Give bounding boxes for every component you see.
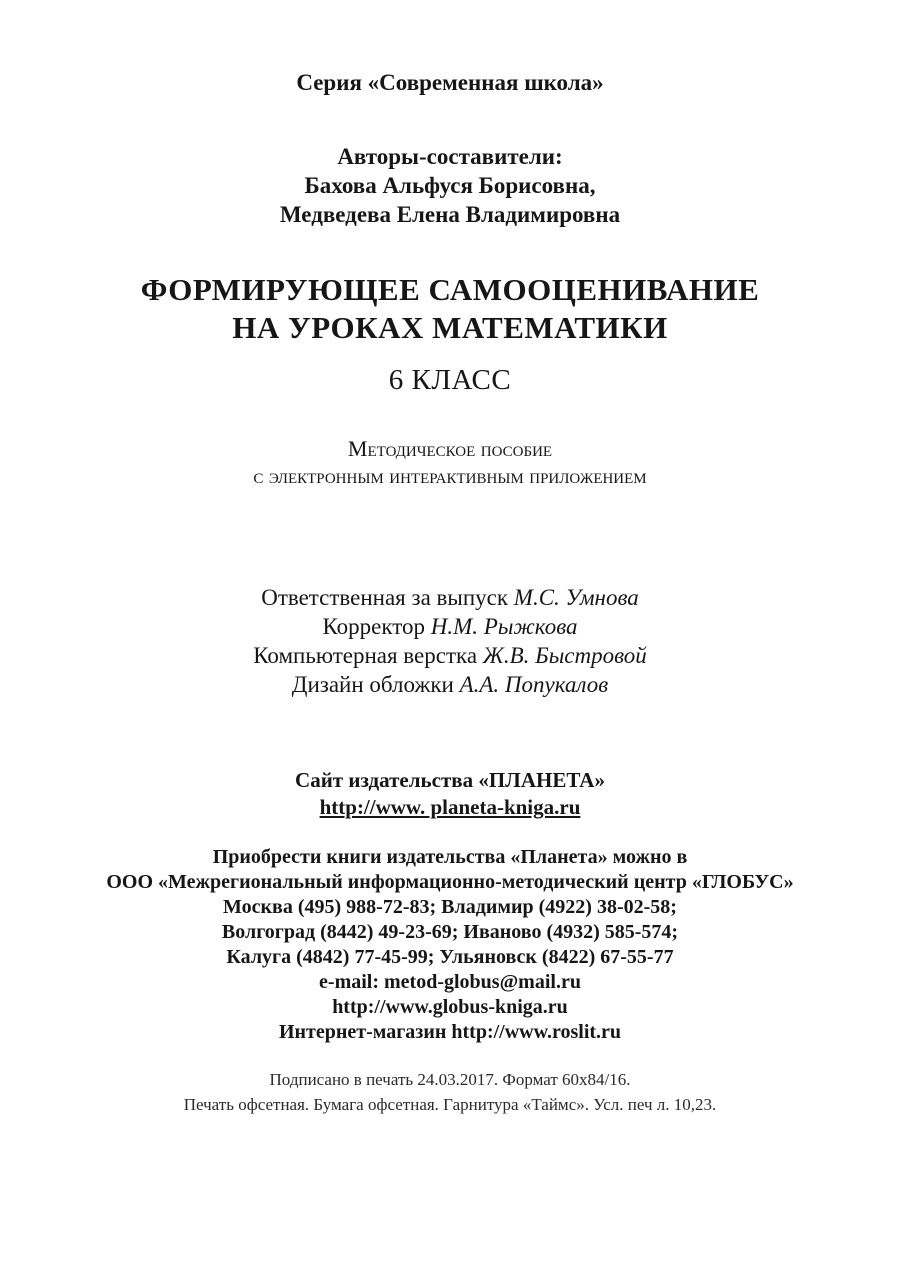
book-title-line2: НА УРОКАХ МАТЕМАТИКИ xyxy=(232,310,668,345)
book-imprint-page xyxy=(0,70,900,1270)
publisher-site-url: http://www. planeta-kniga.ru xyxy=(319,795,581,819)
credit-row xyxy=(0,583,900,612)
purchase-email: e-mail: metod-globus@mail.ru xyxy=(319,971,581,993)
purchase-phones-line3: Калуга (4842) 77-45-99; Ульяновск (8422) 67-55-77 xyxy=(226,946,674,968)
credit-row xyxy=(0,670,900,699)
book-title xyxy=(0,271,900,397)
purchase-intro-line1: Приобрести книги издательства «Планета» можно в xyxy=(212,846,688,868)
author-name-1: Бахова Альфуся Борисовна, xyxy=(304,173,596,198)
imprint-line1: Подписано в печать 24.03.2017. Формат 60х84/16. xyxy=(269,1070,631,1089)
purchase-phones-line1: Москва (495) 988-72-83; Владимир (4922) 38-02-58; xyxy=(223,896,677,918)
purchase-phones-line2: Волгоград (8442) 49-23-69; Иваново (4932) 585-574; xyxy=(221,921,679,943)
purchase-shop-url: Интернет-магазин http://www.roslit.ru xyxy=(278,1021,622,1043)
grade-label: 6 КЛАСС xyxy=(388,364,512,396)
publisher-site-label: Сайт издательства «ПЛАНЕТА» xyxy=(295,768,605,792)
purchase-intro-line2: ООО «Межрегиональный информационно-методический центр «ГЛОБУС» xyxy=(106,871,794,893)
credit-person: Н.М. Рыжкова xyxy=(430,614,578,639)
credit-role: Корректор xyxy=(322,614,426,639)
series-title: Серия «Современная школа» xyxy=(296,70,604,95)
subtitle-block xyxy=(0,435,900,489)
imprint-block xyxy=(0,1067,900,1117)
credit-person: Ж.В. Быстровой xyxy=(482,643,647,668)
purchase-info-block xyxy=(0,845,900,1045)
publisher-site-block xyxy=(0,767,900,821)
credit-row xyxy=(0,612,900,641)
credit-role: Компьютерная верстка xyxy=(253,643,478,668)
book-title-line1: ФОРМИРУЮЩЕЕ САМООЦЕНИВАНИЕ xyxy=(140,272,760,307)
subtitle-line1: Методическое пособие xyxy=(347,436,553,461)
credit-person: М.С. Умнова xyxy=(513,585,639,610)
credits-block xyxy=(0,583,900,699)
credit-row xyxy=(0,641,900,670)
authors-label: Авторы-составители: xyxy=(337,144,563,169)
authors-block xyxy=(0,142,900,229)
credit-role: Дизайн обложки xyxy=(291,672,454,697)
credit-role: Ответственная за выпуск xyxy=(261,585,509,610)
author-name-2: Медведева Елена Владимировна xyxy=(279,202,621,227)
purchase-site-url: http://www.globus-kniga.ru xyxy=(332,996,568,1018)
subtitle-line2: с электронным интерактивным приложением xyxy=(253,463,647,488)
credit-person: А.А. Попукалов xyxy=(459,672,609,697)
imprint-line2: Печать офсетная. Бумага офсетная. Гарнитура «Таймс». Усл. печ л. 10,23. xyxy=(183,1095,717,1114)
